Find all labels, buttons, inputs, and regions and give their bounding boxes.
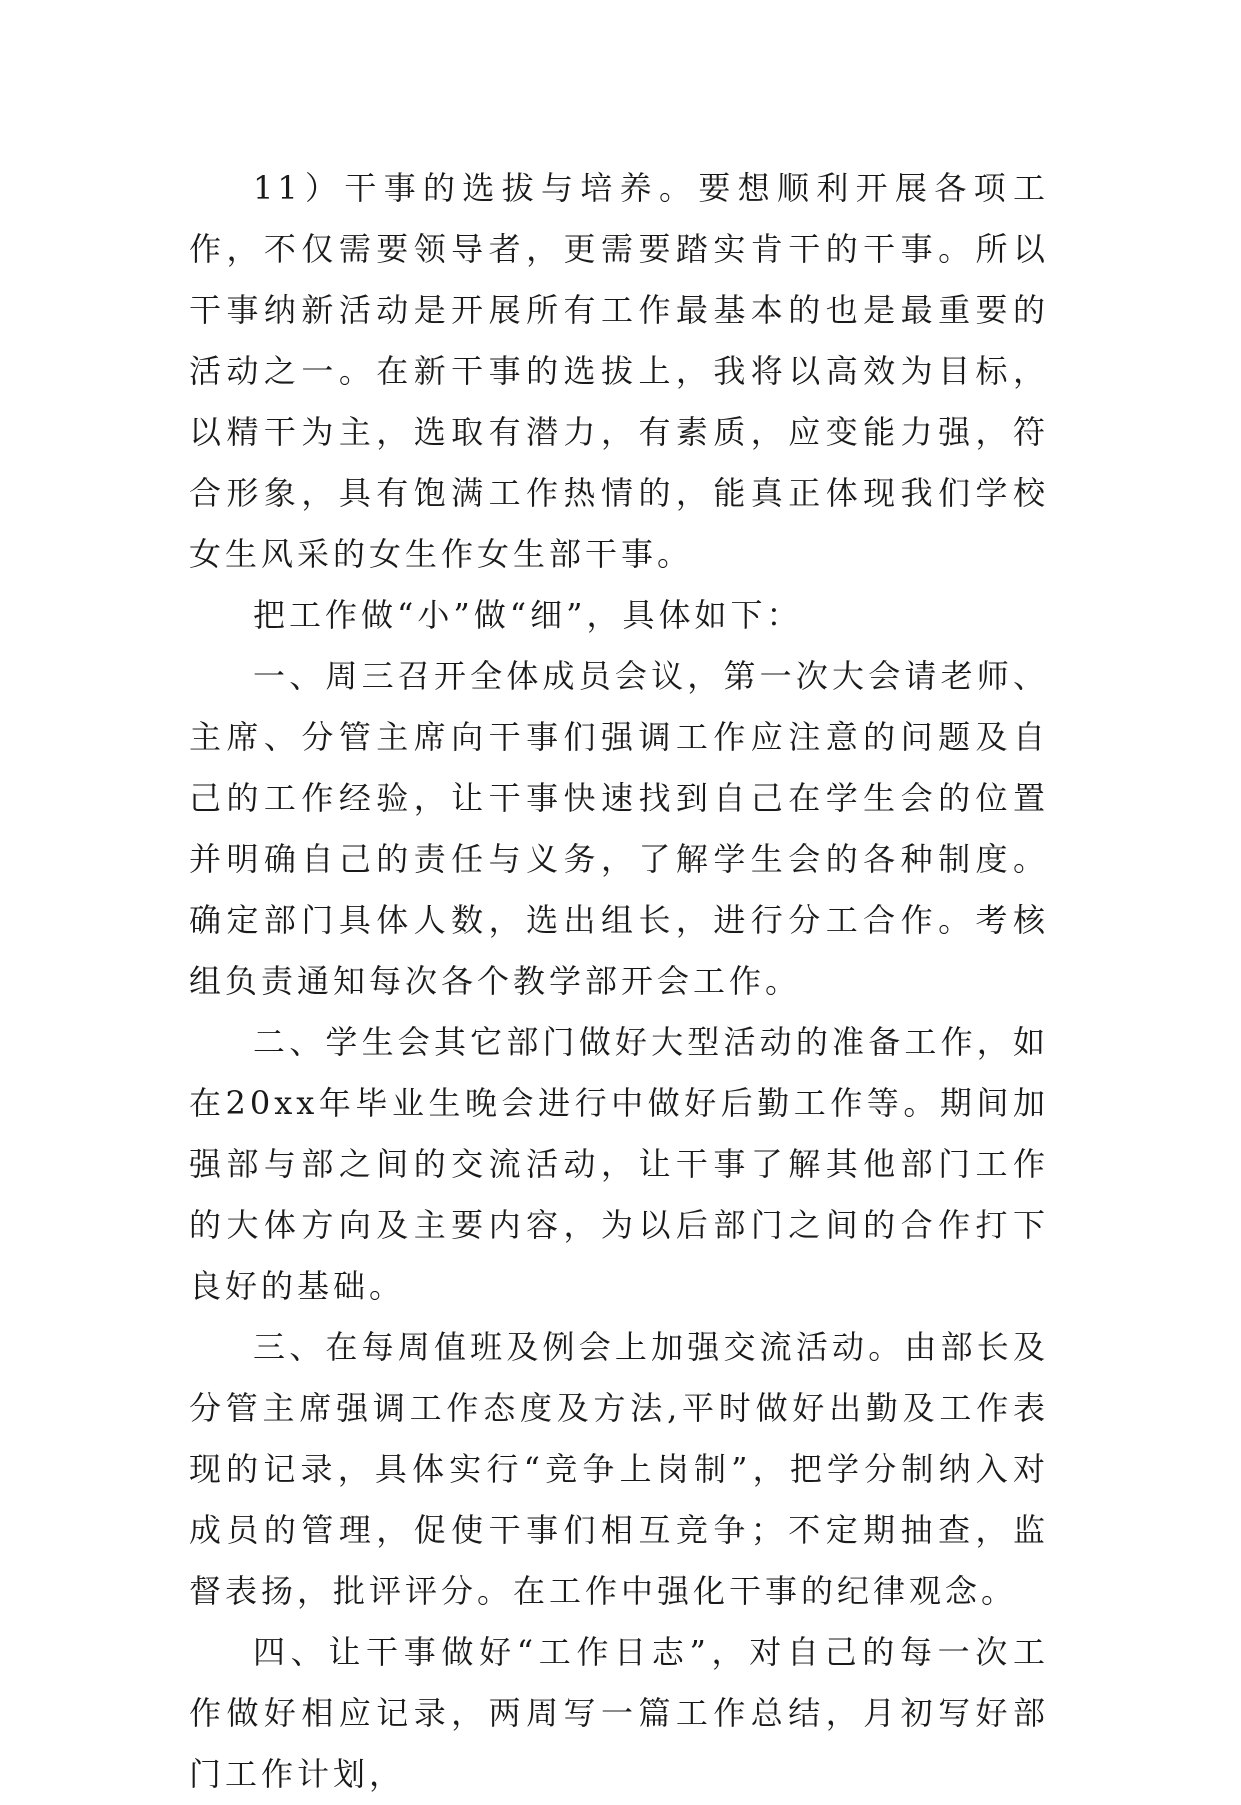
paragraph-item-four: 四、让干事做好“工作日志”，对自己的每一次工作做好相应记录，两周写一篇工作总结，月初写好部门工作计划， bbox=[189, 1633, 1049, 1793]
paragraph-item-one: 一、周三召开全体成员会议，第一次大会请老师、主席、分管主席向干事们强调工作应注意的问题及自己的工作经验，让干事快速找到自己在学生会的位置并明确自己的责任与义务，了解学生会的各种制度。确定部门具体人数，选出组长，进行分工合作。考核组负责通知每次各个教学部开会工作。 bbox=[189, 657, 1049, 1000]
paragraph-item-two: 二、学生会其它部门做好大型活动的准备工作，如在20xx年毕业生晚会进行中做好后勤工作等。期间加强部与部之间的交流活动，让干事了解其他部门工作的大体方向及主要内容，为以后部门之间的合作打下良好的基础。 bbox=[189, 1023, 1049, 1305]
document-body bbox=[189, 158, 1049, 1805]
paragraph-cadre-selection: 11）干事的选拔与培养。要想顺利开展各项工作，不仅需要领导者，更需要踏实肯干的干事。所以干事纳新活动是开展所有工作最基本的也是最重要的活动之一。在新干事的选拔上，我将以高效为目标，以精干为主，选取有潜力，有素质，应变能力强，符合形象，具有饱满工作热情的，能真正体现我们学校女生风采的女生作女生部干事。 bbox=[189, 169, 1049, 573]
paragraph-item-three: 三、在每周值班及例会上加强交流活动。由部长及分管主席强调工作态度及方法,平时做好出勤及工作表现的记录，具体实行“竞争上岗制”，把学分制纳入对成员的管理，促使干事们相互竞争；不定期抽查，监督表扬，批评评分。在工作中强化干事的纪律观念。 bbox=[189, 1328, 1049, 1610]
paragraph-work-detail-intro: 把工作做“小”做“细”，具体如下： bbox=[253, 596, 803, 634]
